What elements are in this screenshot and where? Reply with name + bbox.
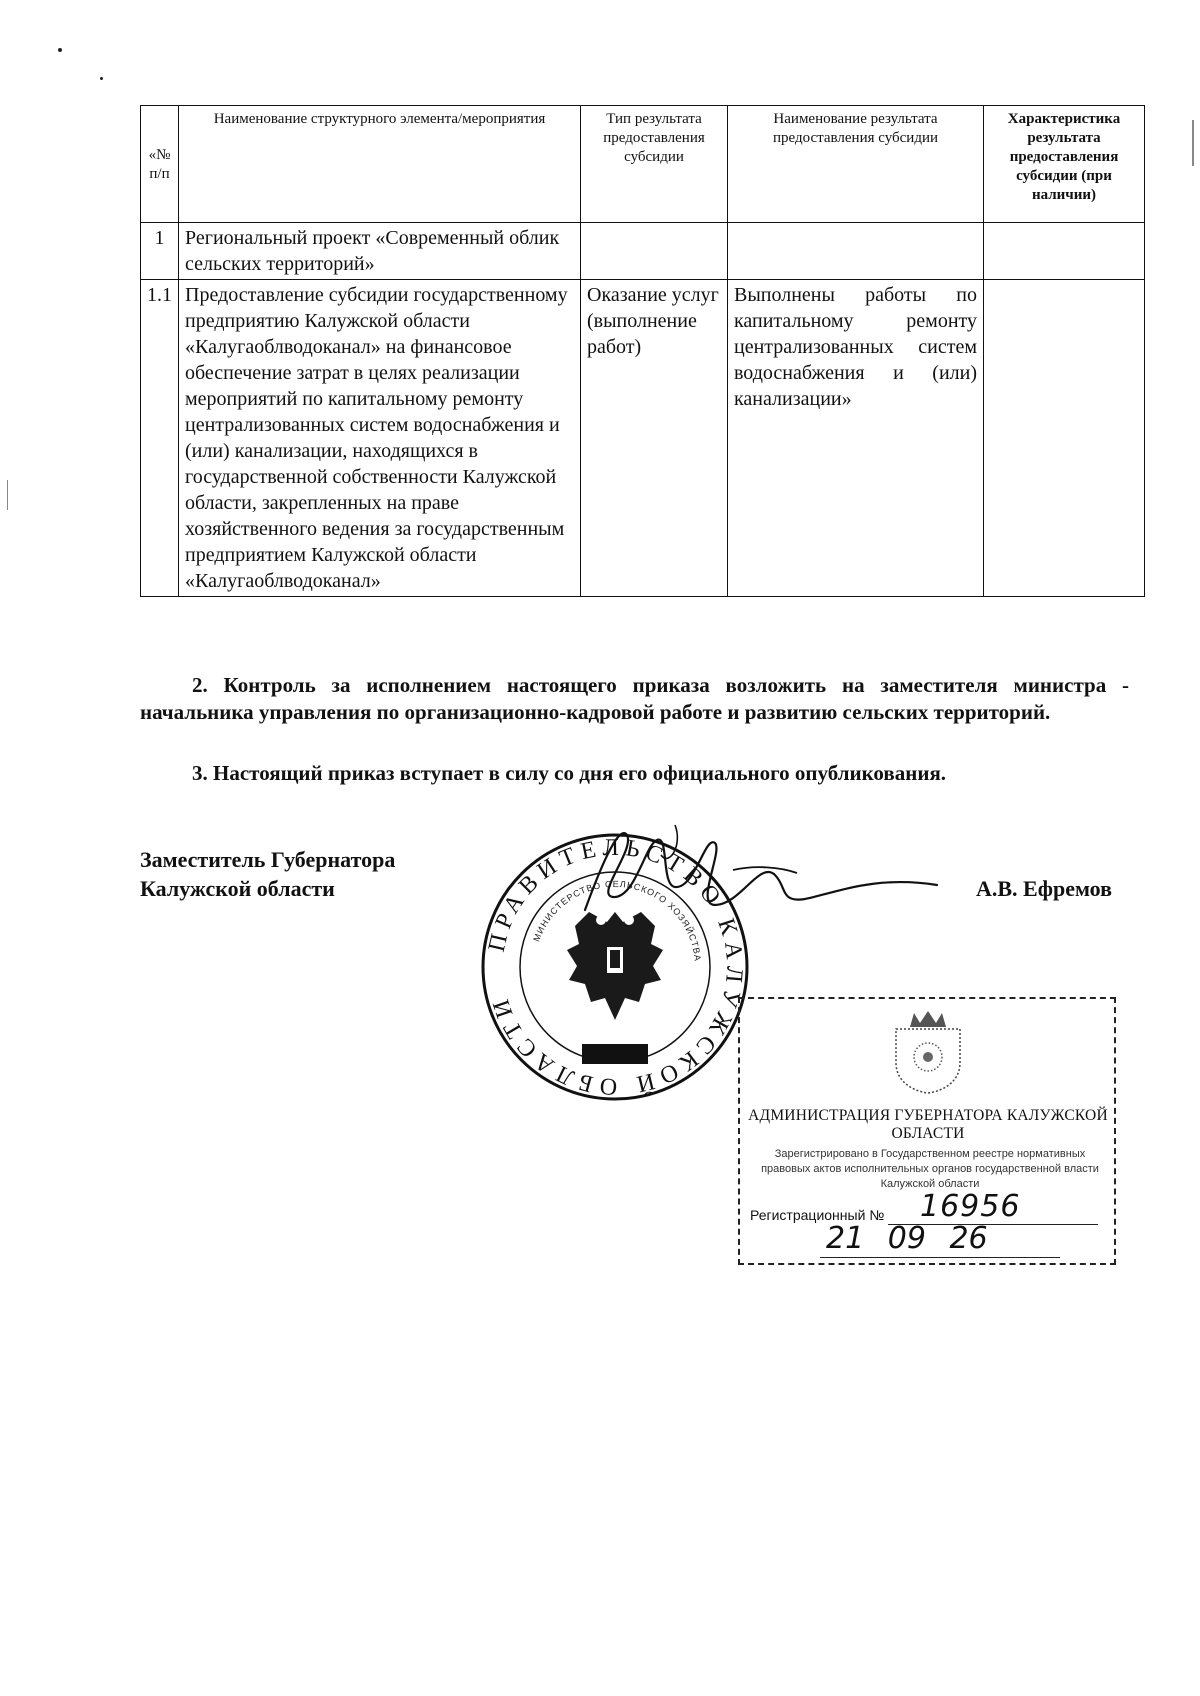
paragraph-control: [140, 672, 1129, 726]
scan-speck: [58, 48, 62, 52]
row-result-name: Выполнены работы по капитальному ремонту централизованных систем водоснабжения и (или) канализации»: [728, 280, 984, 597]
stamp-number-label: Регистрационный №: [750, 1207, 885, 1223]
signatory-position-line: Заместитель Губернатора: [140, 847, 396, 872]
row-result-type: [581, 223, 728, 280]
seal-outer-text: ПРАВИТЕЛЬСТВО КАЛУЖСКОЙ ОБЛАСТИ: [483, 834, 748, 1100]
scan-speck: [100, 77, 103, 80]
seal-dark-block: [582, 1044, 648, 1064]
signatory-position-line: Калужской области: [140, 876, 335, 901]
stamp-date-month: 09: [887, 1221, 926, 1256]
stamp-date-year: 26: [949, 1221, 988, 1256]
row-element-name: Региональный проект «Современный облик сельских территорий»: [179, 223, 581, 280]
paragraph-effective-text: 3. Настоящий приказ вступает в силу со дня его официального опубликования.: [192, 761, 947, 785]
stamp-date-underline: [820, 1257, 1060, 1258]
double-headed-eagle-icon: [567, 912, 663, 1020]
scan-edge-mark: [7, 480, 8, 510]
row-number: 1: [141, 223, 179, 280]
signatory-position: [140, 845, 395, 903]
region-emblem-icon: [886, 1007, 970, 1095]
paragraph-effective: [140, 760, 1129, 787]
stamp-organization: АДМИНИСТРАЦИЯ ГУБЕРНАТОРА КАЛУЖСКОЙ ОБЛАСТИ: [748, 1107, 1108, 1142]
row-number: 1.1: [141, 280, 179, 597]
row-element-name: Предоставление субсидии государственному предприятию Калужской области «Калугаоблводоканал» на финансовое обеспечение затрат в целях реализации мероприятий по капитальному ремонту централизованных систем водоснабжения и (или) канализации, находящихся в государственной собственности Калужской области, закрепленных на праве хозяйственного ведения за государственным предприятием Калужской области «Калугаоблводоканал»: [179, 280, 581, 597]
row-result-characteristic: [984, 280, 1145, 597]
stamp-date-day: 21: [826, 1221, 865, 1256]
paragraph-control-text: 2. Контроль за исполнением настоящего приказа возложить на заместителя министра - начальника управления по организационно-кадровой работе и развитию сельских территорий.: [140, 673, 1129, 724]
stamp-text-line: правовых актов исполнительных органов государственной власти: [761, 1163, 1099, 1175]
stamp-registration-number: 16956: [920, 1189, 1021, 1224]
table-header-row: [141, 106, 1145, 223]
row-result-characteristic: [984, 223, 1145, 280]
header-result-characteristic: Характеристика результата предоставления субсидии (при наличии): [984, 106, 1145, 223]
stamp-text-line: Зарегистрировано в Государственном реестре нормативных: [774, 1148, 1086, 1160]
header-result-name: Наименование результата предоставления субсидии: [728, 106, 984, 223]
table-row: [141, 223, 1145, 280]
handwritten-signature: [565, 815, 945, 925]
header-number: «№ п/п: [141, 106, 179, 223]
table-row: [141, 280, 1145, 597]
row-result-name: [728, 223, 984, 280]
seal-inner-text: МИНИСТЕРСТВО СЕЛЬСКОГО ХОЗЯЙСТВА: [531, 878, 703, 963]
registration-stamp: [738, 997, 1116, 1265]
header-result-type: Тип результата предоставления субсидии: [581, 106, 728, 223]
stamp-date: [826, 1221, 988, 1256]
header-element-name: Наименование структурного элемента/мероприятия: [179, 106, 581, 223]
stamp-registration-text: [754, 1147, 1106, 1192]
subsidy-results-table: [140, 105, 1145, 597]
stamp-text-line: Калужской области: [880, 1178, 980, 1190]
row-result-type: Оказание услуг (выполнение работ): [581, 280, 728, 597]
signatory-name: А.В. Ефремов: [976, 876, 1112, 901]
scan-edge-mark: [1192, 120, 1194, 166]
